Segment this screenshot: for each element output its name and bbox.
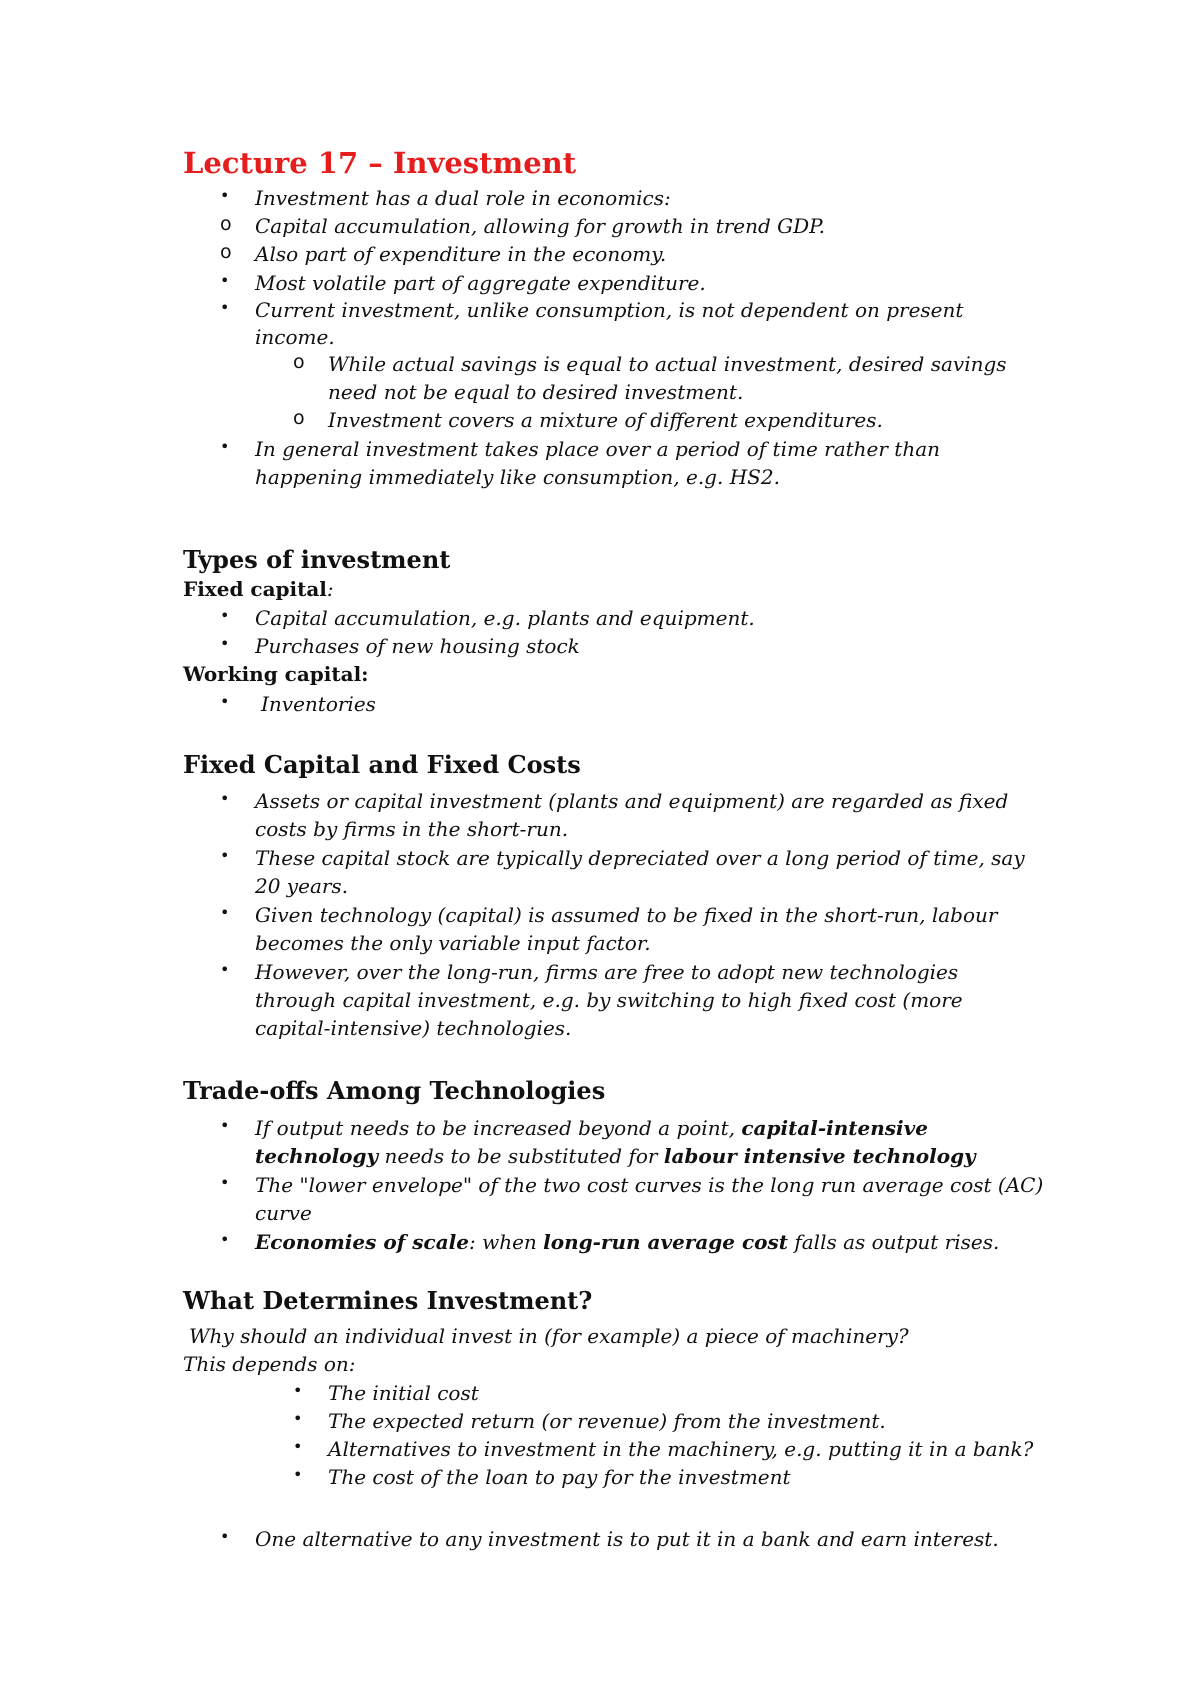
- determines-item-1: The initial cost: [328, 1381, 479, 1405]
- bullet-icon: •: [220, 606, 230, 625]
- bullet-icon: •: [220, 789, 230, 808]
- intro-sub-3: While actual savings is equal to actual investment, desired savings: [328, 352, 1007, 376]
- bullet-icon: •: [293, 1409, 303, 1428]
- bullet-icon: •: [220, 271, 230, 290]
- fixed-costs-bullet-2-cont: 20 years.: [255, 874, 349, 898]
- intro-bullet-4: In general investment takes place over a period of time rather than: [255, 437, 941, 461]
- intro-bullet-3-cont: income.: [255, 325, 335, 349]
- section-heading-types: Types of investment: [183, 545, 451, 574]
- determines-item-3: Alternatives to investment in the machinery, e.g. putting it in a bank?: [328, 1437, 1034, 1461]
- determines-depends: This depends on:: [183, 1352, 356, 1376]
- bullet-icon: •: [220, 1173, 230, 1192]
- fixed-capital-item-2: Purchases of new housing stock: [255, 634, 580, 658]
- determines-question: Why should an individual invest in (for example) a piece of machinery?: [189, 1324, 909, 1348]
- working-capital-label: Working capital:: [183, 662, 369, 686]
- intro-bullet-1: Investment has a dual role in economics:: [255, 186, 671, 210]
- bullet-icon: •: [220, 903, 230, 922]
- fixed-costs-bullet-4-cont2: capital-intensive) technologies.: [255, 1016, 572, 1040]
- determines-final-bullet: One alternative to any investment is to put it in a bank and earn interest.: [255, 1527, 999, 1551]
- bullet-icon: •: [220, 1527, 230, 1546]
- bullet-icon: •: [220, 692, 230, 711]
- section-heading-fixed-costs: Fixed Capital and Fixed Costs: [183, 750, 581, 779]
- circle-bullet-icon: o: [220, 241, 232, 263]
- fixed-costs-bullet-4-cont: through capital investment, e.g. by switching to high fixed cost (more: [255, 988, 963, 1012]
- tradeoffs-bullet-2: The "lower envelope" of the two cost curves is the long run average cost (AC): [255, 1173, 1044, 1197]
- bullet-icon: •: [293, 1465, 303, 1484]
- intro-sub-2: Also part of expenditure in the economy.: [255, 242, 667, 266]
- fixed-costs-bullet-4: However, over the long-run, firms are free to adopt new technologies: [255, 960, 959, 984]
- section-heading-tradeoffs: Trade-offs Among Technologies: [183, 1076, 606, 1105]
- bullet-icon: •: [220, 846, 230, 865]
- bullet-icon: •: [220, 1230, 230, 1249]
- tradeoffs-bullet-1: If output needs to be increased beyond a point, capital-intensive: [255, 1116, 929, 1140]
- bullet-icon: •: [293, 1437, 303, 1456]
- intro-bullet-4-cont: happening immediately like consumption, e.g. HS2.: [255, 465, 780, 489]
- tradeoffs-bullet-3: Economies of scale: when long-run average cost falls as output rises.: [255, 1230, 1000, 1254]
- intro-sub-3-cont: need not be equal to desired investment.: [328, 380, 744, 404]
- determines-item-4: The cost of the loan to pay for the investment: [328, 1465, 791, 1489]
- determines-item-2: The expected return (or revenue) from the investment.: [328, 1409, 886, 1433]
- bullet-icon: •: [220, 437, 230, 456]
- circle-bullet-icon: o: [220, 213, 232, 235]
- bullet-icon: •: [220, 186, 230, 205]
- circle-bullet-icon: o: [293, 351, 305, 373]
- bullet-icon: •: [220, 960, 230, 979]
- section-heading-determines: What Determines Investment?: [183, 1286, 593, 1315]
- intro-sub-1: Capital accumulation, allowing for growth in trend GDP.: [255, 214, 825, 238]
- circle-bullet-icon: o: [293, 407, 305, 429]
- working-capital-item-1: Inventories: [261, 692, 376, 716]
- tradeoffs-bullet-1-cont: technology needs to be substituted for labour intensive technology: [255, 1144, 976, 1168]
- fixed-capital-item-1: Capital accumulation, e.g. plants and equipment.: [255, 606, 755, 630]
- fixed-costs-bullet-1-cont: costs by firms in the short-run.: [255, 817, 569, 841]
- fixed-costs-bullet-3: Given technology (capital) is assumed to be fixed in the short-run, labour: [255, 903, 998, 927]
- bullet-icon: •: [220, 634, 230, 653]
- fixed-costs-bullet-2: These capital stock are typically depreciated over a long period of time, say: [255, 846, 1025, 870]
- intro-bullet-2: Most volatile part of aggregate expenditure.: [255, 271, 706, 295]
- bullet-icon: •: [293, 1381, 303, 1400]
- bullet-icon: •: [220, 1116, 230, 1135]
- fixed-costs-bullet-1: Assets or capital investment (plants and equipment) are regarded as fixed: [255, 789, 1009, 813]
- tradeoffs-bullet-2-cont: curve: [255, 1201, 312, 1225]
- intro-bullet-3: Current investment, unlike consumption, is not dependent on present: [255, 298, 964, 322]
- fixed-costs-bullet-3-cont: becomes the only variable input factor.: [255, 931, 651, 955]
- intro-sub-4: Investment covers a mixture of different expenditures.: [328, 408, 883, 432]
- fixed-capital-label: Fixed capital:: [183, 577, 334, 601]
- page-title: Lecture 17 – Investment: [183, 146, 577, 180]
- bullet-icon: •: [220, 298, 230, 317]
